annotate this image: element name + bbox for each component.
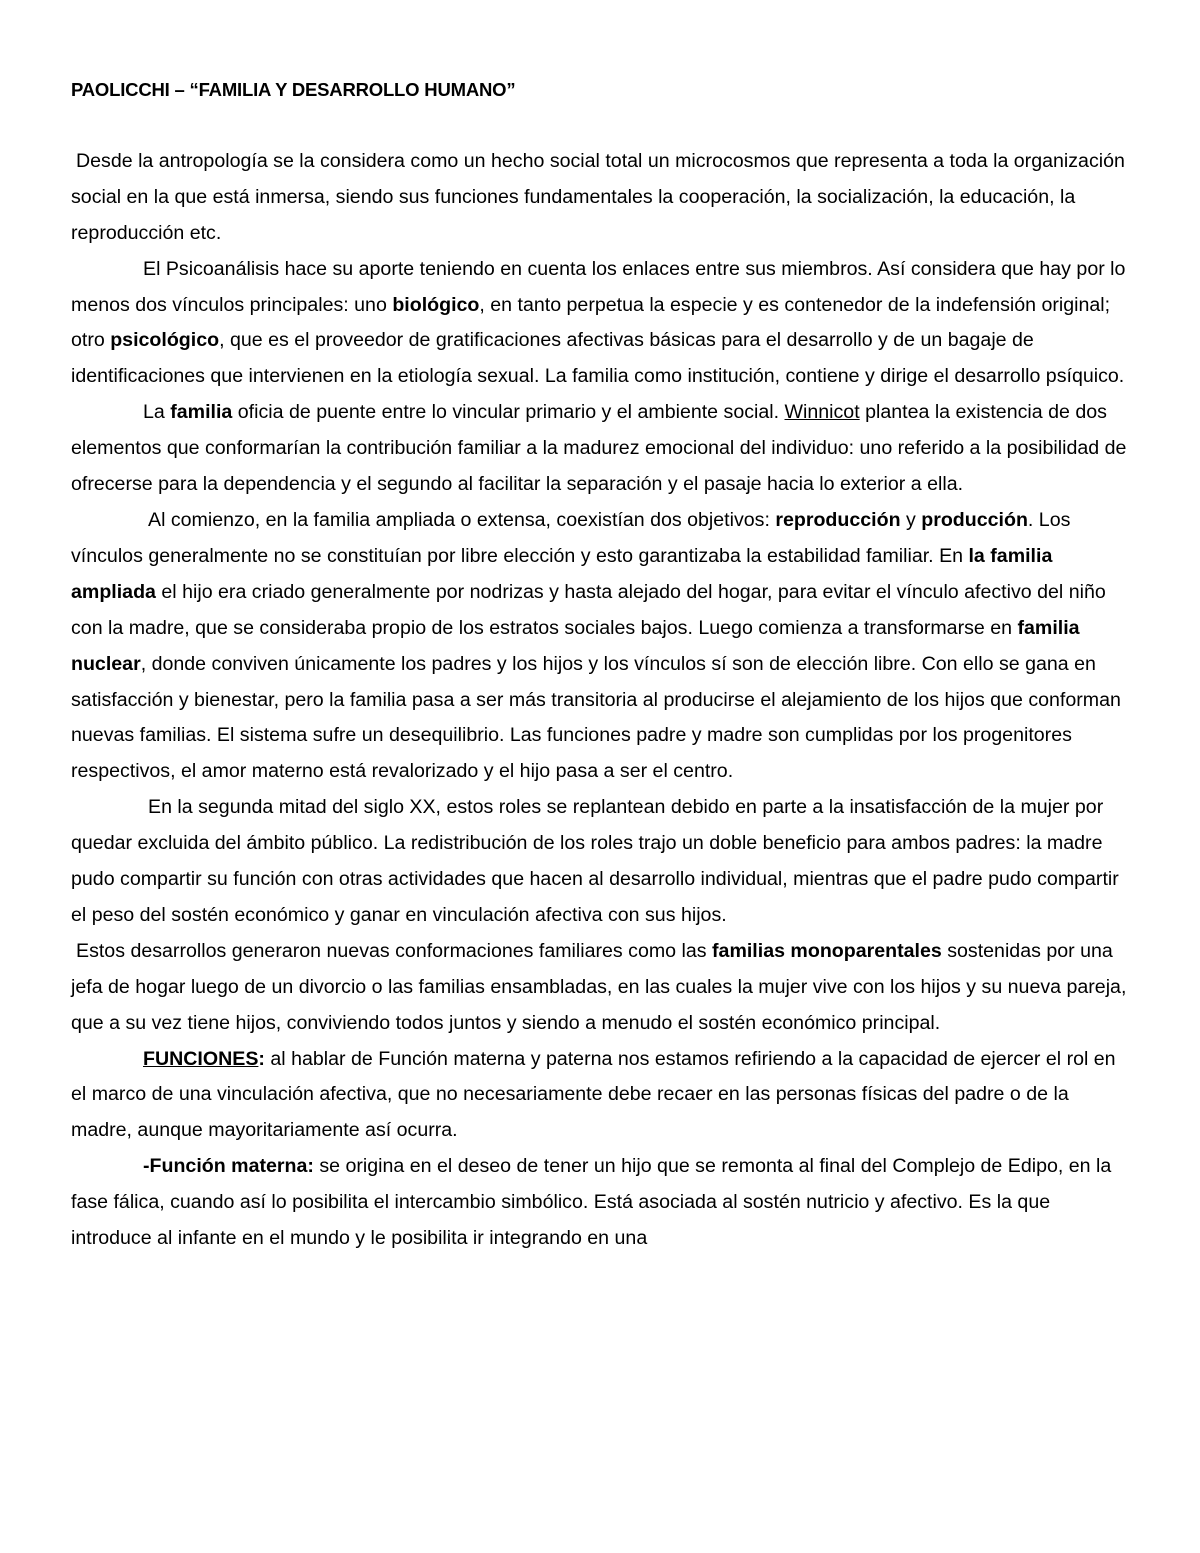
paragraph-siglo-xx bbox=[71, 790, 1131, 934]
paragraph-funciones bbox=[71, 1042, 1131, 1150]
paragraph-text: Al comienzo, en la familia ampliada o extensa, coexistían dos objetivos: bbox=[148, 508, 776, 531]
document-page bbox=[71, 72, 1131, 1257]
paragraph-familia-ampliada bbox=[71, 503, 1131, 790]
section-heading-funciones: FUNCIONES: bbox=[143, 1047, 265, 1070]
paragraph-text: se origina en el deseo de tener un hijo que se remonta al final del Complejo de Edipo, en la fase fálica, cuando así lo posibilita el intercambio simbólico. Está asociada al sostén nutricio y afectivo. Es la que introduce al infante en el mundo y le posibilita ir integrando en una bbox=[71, 1155, 1112, 1250]
bold-term-reproduccion: reproducción bbox=[775, 508, 901, 531]
paragraph-text: En la segunda mitad del siglo XX, estos roles se replantean debido en parte a la insatisfacción de la mujer por quedar excluida del ámbito público. La redistribución de los roles trajo un doble beneficio para ambos padres: la madre pudo compartir su función con otras actividades que hacen al desarrollo individual, mientras que el padre pudo compartir el peso del sostén económico y ganar en vinculación afectiva con sus hijos. bbox=[71, 796, 1119, 926]
bold-term-psicologico: psicológico bbox=[110, 329, 220, 352]
paragraph-text: , en tanto perpetua la especie y es contenedor de la indefensión original; otro bbox=[71, 293, 1111, 352]
paragraph-familia-puente bbox=[71, 395, 1131, 503]
paragraph-text: Desde la antropología se la considera como un hecho social total un microcosmos que representa a toda la organización social en la que está inmersa, siendo sus funciones fundamentales la cooperación, la socialización, la educación, la reproducción etc. bbox=[71, 149, 1125, 244]
paragraph-text: plantea la existencia de dos elementos que conformarían la contribución familiar a la madurez emocional del individuo: uno referido a la posibilidad de ofrecerse para la dependencia y el segundo al facilitar la separación y el pasaje hacia lo exterior a ella. bbox=[71, 401, 1127, 496]
bold-term-familias-monoparentales: familias monoparentales bbox=[712, 939, 942, 962]
paragraph-psicoanalisis bbox=[71, 252, 1131, 396]
paragraph-text: , que es el proveedor de gratificaciones afectivas básicas para el desarrollo y de un bagaje de identificaciones que intervienen en la etiología sexual. La familia como institución, contiene y dirige el desarrollo psíquico. bbox=[71, 329, 1125, 388]
paragraph-text: el hijo era criado generalmente por nodrizas y hasta alejado del hogar, para evitar el vínculo afectivo del niño con la madre, que se consideraba propio de los estratos sociales bajos. Luego comienza a transformarse en bbox=[71, 580, 1106, 639]
bold-label-funcion-materna: -Función materna: bbox=[143, 1155, 314, 1178]
paragraph-antropologia bbox=[71, 144, 1131, 252]
bold-term-familia: familia bbox=[170, 401, 233, 424]
bold-term-produccion: producción bbox=[921, 508, 1028, 531]
paragraph-text: al hablar de Función materna y paterna nos estamos refiriendo a la capacidad de ejercer el rol en el marco de una vinculación afectiva, que no necesariamente debe recaer en las personas físicas del padre o de la madre, aunque mayoritariamente así ocurra. bbox=[71, 1047, 1116, 1142]
paragraph-text: La bbox=[143, 401, 171, 424]
paragraph-text: . Los vínculos generalmente no se constituían por libre elección y esto garantizaba la estabilidad familiar. En bbox=[71, 508, 1071, 567]
paragraph-text: sostenidas por una jefa de hogar luego de un divorcio o las familias ensambladas, en las cuales la mujer vive con los hijos y su nueva pareja, que a su vez tiene hijos, conviviendo todos juntos y siendo a menudo el sostén económico principal. bbox=[71, 939, 1127, 1034]
bold-term-familia-nuclear: familia nuclear bbox=[71, 616, 1080, 675]
paragraph-text: y bbox=[900, 508, 922, 531]
underlined-author-winnicot: Winnicot bbox=[784, 401, 860, 424]
paragraph-text: Estos desarrollos generaron nuevas conformaciones familiares como las bbox=[76, 939, 713, 962]
paragraph-nuevas-conformaciones bbox=[71, 934, 1131, 1042]
paragraph-text: , donde conviven únicamente los padres y los hijos y los vínculos sí son de elección libre. Con ello se gana en satisfacción y bienestar, pero la familia pasa a ser más transitoria al producirse el alejamiento de los hijos que conforman nuevas familias. El sistema sufre un desequilibrio. Las funciones padre y madre son cumplidas por los progenitores respectivos, el amor materno está revalorizado y el hijo pasa a ser el centro. bbox=[71, 652, 1121, 783]
bold-term-biologico: biológico bbox=[392, 293, 480, 316]
paragraph-text: El Psicoanálisis hace su aporte teniendo en cuenta los enlaces entre sus miembros. Así considera que hay por lo menos dos vínculos principales: uno bbox=[71, 257, 1126, 316]
bold-term-familia-ampliada: la familia ampliada bbox=[71, 544, 1053, 603]
document-title: PAOLICCHI – “FAMILIA Y DESARROLLO HUMANO” bbox=[71, 79, 516, 100]
paragraph-funcion-materna bbox=[71, 1149, 1131, 1257]
paragraph-text: oficia de puente entre lo vincular primario y el ambiente social. bbox=[232, 401, 785, 424]
